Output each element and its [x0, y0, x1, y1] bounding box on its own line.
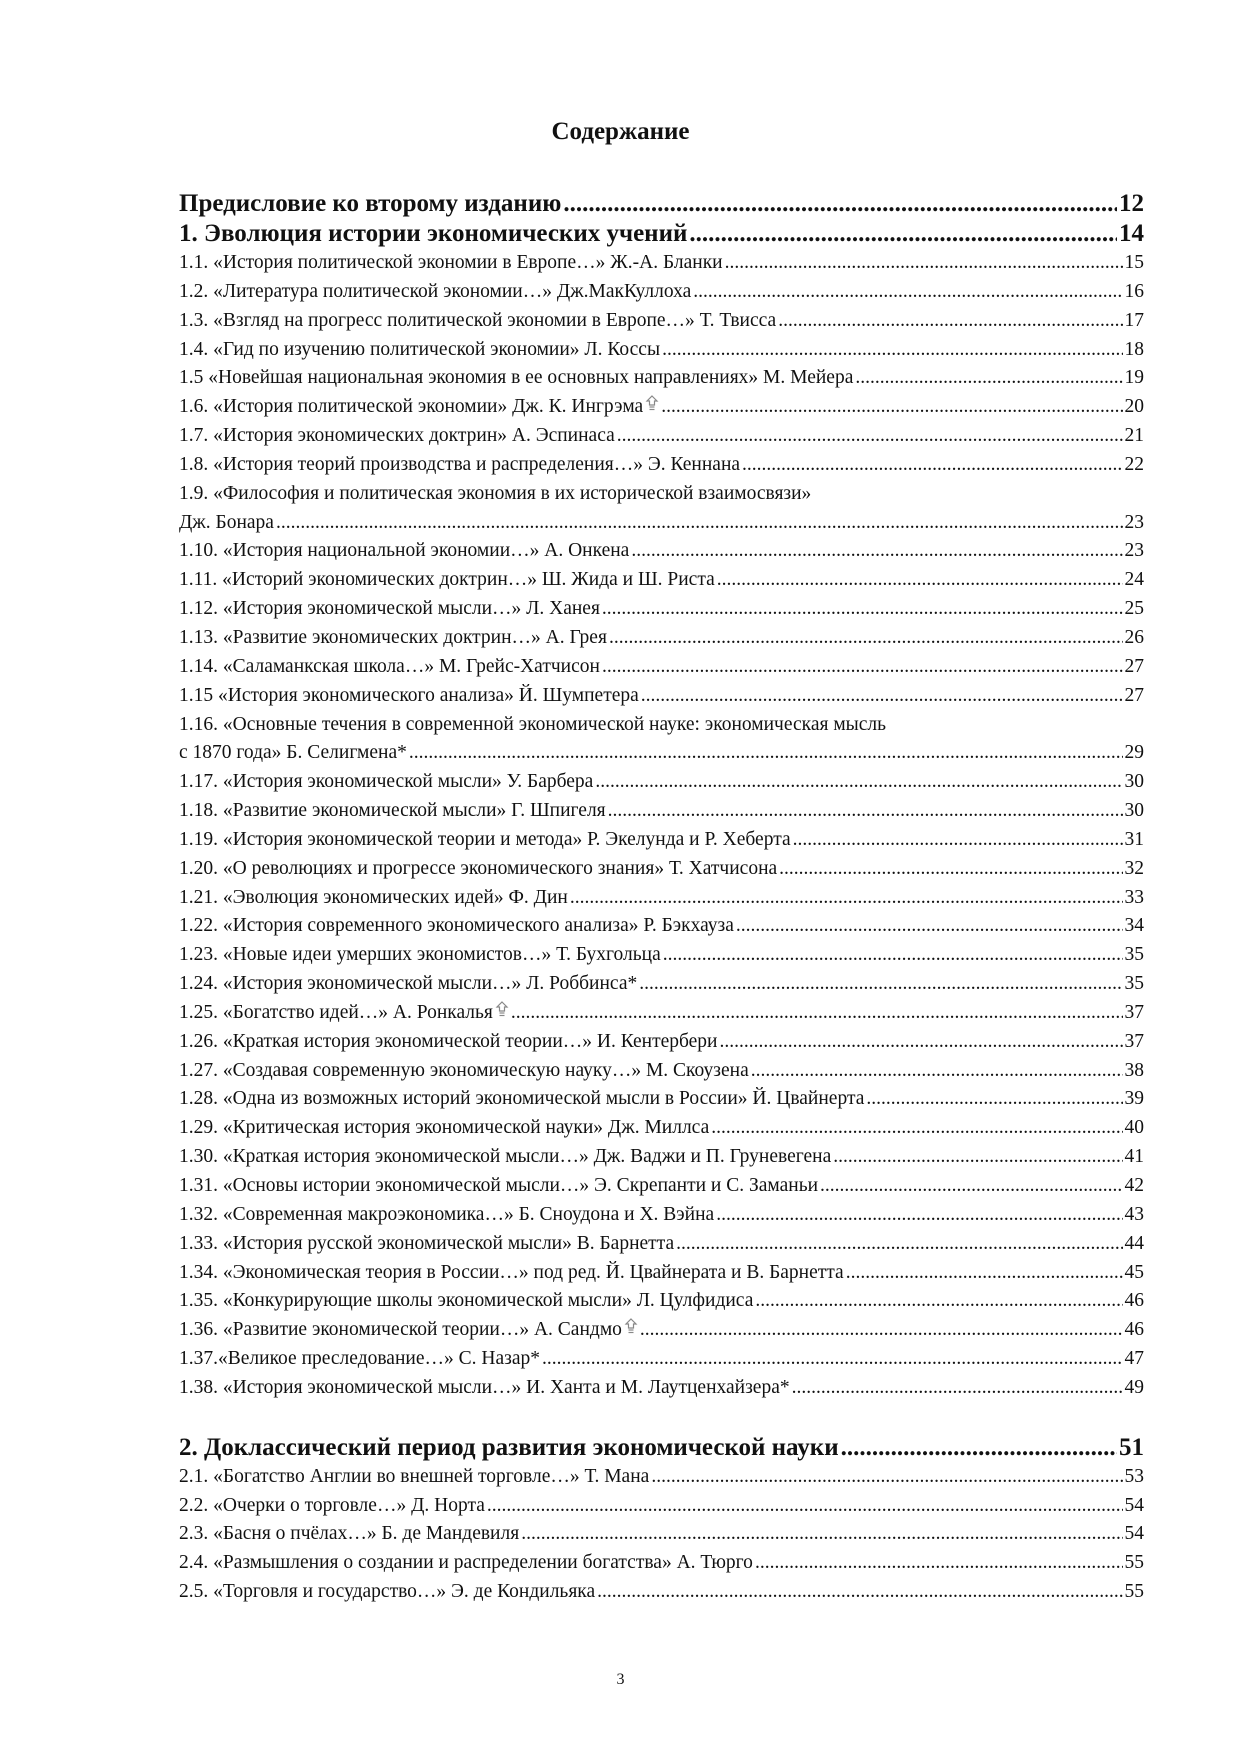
- toc-entry[interactable]: [179, 307, 1144, 336]
- dot-leader: [736, 912, 1123, 941]
- toc-entry-title: 1.31. «Основы истории экономической мысли…» Э. Скрепанти и С. Заманьи: [179, 1175, 819, 1196]
- toc-entry-page: 45: [1124, 1261, 1144, 1283]
- toc-entry[interactable]: [179, 1057, 1144, 1086]
- dot-leader: [276, 509, 1123, 538]
- dot-leader: [639, 970, 1122, 999]
- toc-entry-title: 1.19. «История экономической теории и метода» Р. Экелунда и Р. Хеберта: [179, 828, 791, 850]
- dot-leader: [778, 307, 1122, 336]
- dot-leader: [693, 278, 1122, 307]
- toc-entry-title: 1.25. «Богатство идей…» А. Ронкалья: [179, 1001, 493, 1023]
- dot-leader: [751, 1057, 1123, 1086]
- toc-entry[interactable]: [179, 855, 1144, 884]
- toc-entry[interactable]: [179, 1492, 1144, 1521]
- toc-entry[interactable]: [179, 1172, 1144, 1201]
- toc-entry[interactable]: [179, 1345, 1144, 1374]
- dot-leader: [661, 393, 1122, 422]
- toc-entry-page: 30: [1124, 771, 1144, 793]
- upload-arrow-icon: [624, 1316, 638, 1333]
- dot-leader: [720, 1028, 1123, 1057]
- toc-entry-title: 1.12. «История экономической мысли…» Л. Ханея: [179, 598, 600, 620]
- toc-entry-title: 1.24. «История экономической мысли…» Л. Роббинса*: [179, 973, 638, 995]
- dot-leader: [651, 1463, 1122, 1492]
- toc-entry-page: 27: [1124, 684, 1144, 706]
- toc-entry[interactable]: [179, 537, 1144, 566]
- toc-entry-page: 55: [1124, 1581, 1144, 1603]
- toc-entry-title: 1.13. «Развитие экономических доктрин…» А. Грея: [179, 626, 607, 648]
- toc-entry[interactable]: [179, 1114, 1144, 1143]
- toc-entry-title: 1.34. «Экономическая теория в России…» под ред. Й. Цвайнерата и В. Барнетта: [179, 1261, 844, 1283]
- dot-leader: [841, 1433, 1117, 1463]
- toc-entry[interactable]: [179, 1463, 1144, 1492]
- toc-entry-page: 34: [1124, 915, 1144, 937]
- toc-entry-page: 53: [1124, 1465, 1144, 1487]
- toc-entry-title: 1.36. «Развитие экономической теории…» А. Сандмо: [179, 1319, 622, 1341]
- toc-entry[interactable]: [179, 768, 1144, 797]
- dot-leader: [833, 1143, 1122, 1172]
- toc-entry-page: 21: [1124, 425, 1144, 447]
- toc-entry-title: 2.2. «Очерки о торговле…» Д. Норта: [179, 1494, 485, 1516]
- dot-leader: [742, 451, 1122, 480]
- dot-leader: [617, 422, 1123, 451]
- dot-leader: [755, 1549, 1123, 1578]
- toc-entry-first-line: [179, 711, 1144, 740]
- toc-entry-title: 1.5 «Новейшая национальная экономия в ее основных направлениях» М. Мейера: [179, 367, 854, 389]
- toc-entry[interactable]: [179, 624, 1144, 653]
- toc-entry-title: 1.32. «Современная макроэкономика…» Б. Сноудона и Х. Вэйна: [179, 1203, 715, 1225]
- dot-leader: [570, 884, 1123, 913]
- toc-entry[interactable]: [179, 509, 1144, 538]
- toc-entry-title: 2.5. «Торговля и государство…» Э. де Кондильяка: [179, 1581, 596, 1603]
- toc-entry-page: 29: [1124, 742, 1144, 764]
- toc-entry[interactable]: [179, 1143, 1144, 1172]
- toc-entry-title: с 1870 года» Б. Селигмена*: [179, 742, 407, 764]
- toc-entry[interactable]: [179, 826, 1144, 855]
- toc-entry[interactable]: [179, 682, 1144, 711]
- toc-entry-title: 1.26. «Краткая история экономической теории…» И. Кентербери: [179, 1030, 718, 1052]
- dot-leader: [716, 1201, 1122, 1230]
- dot-leader: [563, 189, 1117, 219]
- toc-entry-title: 1.9. «Философия и политическая экономия в их исторической взаимосвязи»: [179, 482, 812, 504]
- toc-entry-first-line: [179, 480, 1144, 509]
- toc-entry-page: 49: [1124, 1376, 1144, 1398]
- upload-arrow-icon: [495, 999, 509, 1016]
- toc-entry-page: 30: [1124, 800, 1144, 822]
- toc-entry-page: 19: [1124, 367, 1144, 389]
- dot-leader: [725, 249, 1123, 278]
- toc-entry-title: Дж. Бонара: [179, 511, 274, 533]
- dot-leader: [846, 1259, 1123, 1288]
- dot-leader: [779, 855, 1122, 884]
- toc-entry-title: 1.30. «Краткая история экономической мысли…» Дж. Ваджи и П. Груневегена: [179, 1146, 832, 1168]
- toc-entry-title: 1.22. «История современного экономического анализа» Р. Бэкхауза: [179, 915, 734, 937]
- toc-entry-title: 1. Эволюция истории экономических учений: [179, 220, 688, 247]
- toc-entry-title: 2.3. «Басня о пчёлах…» Б. де Мандевиля: [179, 1523, 520, 1545]
- dot-leader: [662, 336, 1122, 365]
- toc-entry-page: 39: [1124, 1088, 1144, 1110]
- toc-entry-title: 1.37.«Великое преследование…» С. Назар*: [179, 1348, 540, 1370]
- toc-entry[interactable]: [179, 912, 1144, 941]
- page-number: 3: [616, 1671, 625, 1688]
- toc-entry-page: 18: [1124, 338, 1144, 360]
- toc-entry-title: 1.2. «Литература политической экономии…» Дж.МакКуллоха: [179, 280, 692, 302]
- upload-arrow-icon: [645, 393, 659, 410]
- dot-leader: [409, 739, 1123, 768]
- toc-entry-title: 1.15 «История экономического анализа» Й. Шумпетера: [179, 684, 639, 706]
- dot-leader: [640, 1316, 1123, 1345]
- toc-entry-title: 2.4. «Размышления о создании и распределении богатства» А. Тюрго: [179, 1552, 753, 1574]
- toc-entry-page: 55: [1124, 1552, 1144, 1574]
- toc-entry-title: 1.14. «Саламанкская школа…» М. Грейс-Хатчисон: [179, 655, 600, 677]
- toc-entry-title: 1.28. «Одна из возможных историй экономической мысли в России» Й. Цвайнерта: [179, 1088, 865, 1110]
- toc-entry[interactable]: [179, 566, 1144, 595]
- toc-entry-title: 1.3. «Взгляд на прогресс политической экономии в Европе…» Т. Твисса: [179, 309, 777, 331]
- dot-leader: [820, 1172, 1122, 1201]
- toc-entry-page: 31: [1124, 828, 1144, 850]
- dot-leader: [793, 826, 1123, 855]
- toc-entry[interactable]: [179, 1201, 1144, 1230]
- dot-leader: [855, 364, 1122, 393]
- toc-entry-page: 17: [1124, 309, 1144, 331]
- dot-leader: [602, 653, 1123, 682]
- toc-entry[interactable]: [179, 1287, 1144, 1316]
- toc-entry-title: 1.23. «Новые идеи умерших экономистов…» Т. Бухгольца: [179, 944, 661, 966]
- toc-entry-page: 35: [1124, 944, 1144, 966]
- toc-entry-page: 24: [1124, 569, 1144, 591]
- toc-entry-title: 1.17. «История экономической мысли» У. Барбера: [179, 771, 594, 793]
- dot-leader: [866, 1085, 1122, 1114]
- toc-entry[interactable]: [179, 884, 1144, 913]
- toc-entry[interactable]: [179, 1028, 1144, 1057]
- dot-leader: [609, 624, 1123, 653]
- toc-entry-page: 15: [1124, 252, 1144, 273]
- toc-entry[interactable]: [179, 1316, 1144, 1345]
- dot-leader: [676, 1230, 1122, 1259]
- toc-entry-page: 54: [1124, 1494, 1144, 1516]
- page-title: Содержание: [551, 118, 690, 145]
- dot-leader: [755, 1287, 1122, 1316]
- toc-entry-title: 1.7. «История экономических доктрин» А. Эспинаса: [179, 425, 615, 447]
- toc-entry-title: 1.18. «Развитие экономической мысли» Г. Шпигеля: [179, 800, 606, 822]
- toc-entry[interactable]: [179, 797, 1144, 826]
- toc-entry[interactable]: [179, 1374, 1144, 1403]
- toc-entry-page: 32: [1124, 857, 1144, 879]
- toc-entry-page: 44: [1124, 1232, 1144, 1254]
- toc-entry-title: 1.1. «История политической экономии в Европе…» Ж.-А. Бланки: [179, 252, 723, 273]
- toc-entry[interactable]: [179, 595, 1144, 624]
- dot-leader: [595, 768, 1122, 797]
- toc-entry-page: 22: [1124, 453, 1144, 475]
- toc-entry-title: 1.10. «История национальной экономии…» А. Онкена: [179, 540, 630, 562]
- toc-chapter-entry[interactable]: [179, 1433, 1144, 1463]
- dot-leader: [641, 682, 1123, 711]
- section-spacer: [179, 1403, 1144, 1433]
- toc-entry[interactable]: [179, 1578, 1144, 1607]
- toc-entry-page: 16: [1124, 280, 1144, 302]
- table-of-contents: [179, 189, 1144, 1607]
- dot-leader: [711, 1114, 1122, 1143]
- toc-entry-page: 14: [1119, 220, 1144, 247]
- toc-entry[interactable]: [179, 999, 1144, 1028]
- toc-entry-title: 1.35. «Конкурирующие школы экономической мысли» Л. Цулфидиса: [179, 1290, 754, 1312]
- dot-leader: [717, 566, 1123, 595]
- dot-leader: [521, 1520, 1122, 1549]
- toc-entry-title: 1.33. «История русской экономической мысли» В. Барнетта: [179, 1232, 675, 1254]
- toc-entry-page: 27: [1124, 655, 1144, 677]
- toc-entry-title: 1.21. «Эволюция экономических идей» Ф. Дин: [179, 886, 568, 908]
- dot-leader: [631, 537, 1122, 566]
- toc-entry[interactable]: [179, 336, 1144, 365]
- toc-entry[interactable]: [179, 1085, 1144, 1114]
- dot-leader: [663, 941, 1123, 970]
- dot-leader: [542, 1345, 1123, 1374]
- toc-entry-page: 46: [1124, 1290, 1144, 1312]
- toc-entry[interactable]: [179, 653, 1144, 682]
- toc-entry-page: 23: [1124, 540, 1144, 562]
- toc-entry-page: 41: [1124, 1146, 1144, 1168]
- toc-chapter-entry[interactable]: [179, 219, 1144, 249]
- toc-entry-title: Предисловие ко второму изданию: [179, 190, 562, 217]
- toc-chapter-entry[interactable]: [179, 189, 1144, 219]
- toc-entry-title: 1.27. «Создавая современную экономическую науку…» М. Скоузена: [179, 1059, 749, 1081]
- dot-leader: [602, 595, 1123, 624]
- toc-entry[interactable]: [179, 1259, 1144, 1288]
- toc-entry-title: 1.20. «О революциях и прогрессе экономического знания» Т. Хатчисона: [179, 857, 778, 879]
- toc-entry-page: 46: [1124, 1319, 1144, 1341]
- dot-leader: [689, 219, 1117, 249]
- toc-entry-page: 40: [1124, 1117, 1144, 1139]
- dot-leader: [597, 1578, 1122, 1607]
- dot-leader: [511, 999, 1123, 1028]
- toc-entry-page: 20: [1124, 396, 1144, 418]
- toc-entry-page: 54: [1124, 1523, 1144, 1545]
- toc-entry[interactable]: [179, 970, 1144, 999]
- toc-entry[interactable]: [179, 1230, 1144, 1259]
- toc-entry[interactable]: [179, 739, 1144, 768]
- toc-entry-title: 2. Доклассический период развития экономической науки: [179, 1433, 839, 1461]
- toc-entry-title: 1.11. «Историй экономических доктрин…» Ш. Жида и Ш. Риста: [179, 569, 715, 591]
- toc-entry-page: 47: [1124, 1348, 1144, 1370]
- toc-entry-page: 25: [1124, 598, 1144, 620]
- toc-entry-title: 1.16. «Основные течения в современной экономической науке: экономическая мысль: [179, 713, 887, 735]
- toc-entry[interactable]: [179, 451, 1144, 480]
- toc-entry[interactable]: [179, 393, 1144, 422]
- dot-leader: [487, 1492, 1123, 1521]
- toc-entry-page: 43: [1124, 1203, 1144, 1225]
- toc-entry-page: 23: [1124, 511, 1144, 533]
- toc-entry-title: 1.38. «История экономической мысли…» И. Ханта и М. Лаутценхайзера*: [179, 1376, 790, 1398]
- toc-entry-title: 1.8. «История теорий производства и распределения…» Э. Кеннана: [179, 453, 741, 475]
- toc-entry-page: 26: [1124, 626, 1144, 648]
- toc-entry-title: 1.4. «Гид по изучению политической экономии» Л. Коссы: [179, 338, 661, 360]
- toc-entry-title: 2.1. «Богатство Англии во внешней торговле…» Т. Мана: [179, 1465, 650, 1487]
- toc-entry-title: 1.29. «Критическая история экономической науки» Дж. Миллса: [179, 1117, 710, 1139]
- toc-entry[interactable]: [179, 364, 1144, 393]
- toc-entry[interactable]: [179, 278, 1144, 307]
- toc-entry-page: 35: [1124, 973, 1144, 995]
- toc-entry-page: 37: [1124, 1030, 1144, 1052]
- toc-entry[interactable]: [179, 1520, 1144, 1549]
- toc-entry-page: 33: [1124, 886, 1144, 908]
- toc-entry-page: 38: [1124, 1059, 1144, 1081]
- dot-leader: [792, 1374, 1123, 1403]
- toc-entry-title: 1.6. «История политической экономии» Дж. К. Ингрэма: [179, 396, 644, 418]
- toc-entry-page: 42: [1124, 1175, 1144, 1196]
- toc-entry-page: 37: [1124, 1001, 1144, 1023]
- toc-entry[interactable]: [179, 422, 1144, 451]
- toc-entry[interactable]: [179, 941, 1144, 970]
- toc-entry[interactable]: [179, 249, 1144, 278]
- dot-leader: [608, 797, 1123, 826]
- toc-entry[interactable]: [179, 1549, 1144, 1578]
- toc-entry-page: 12: [1119, 190, 1144, 217]
- toc-entry-page: 51: [1119, 1433, 1144, 1461]
